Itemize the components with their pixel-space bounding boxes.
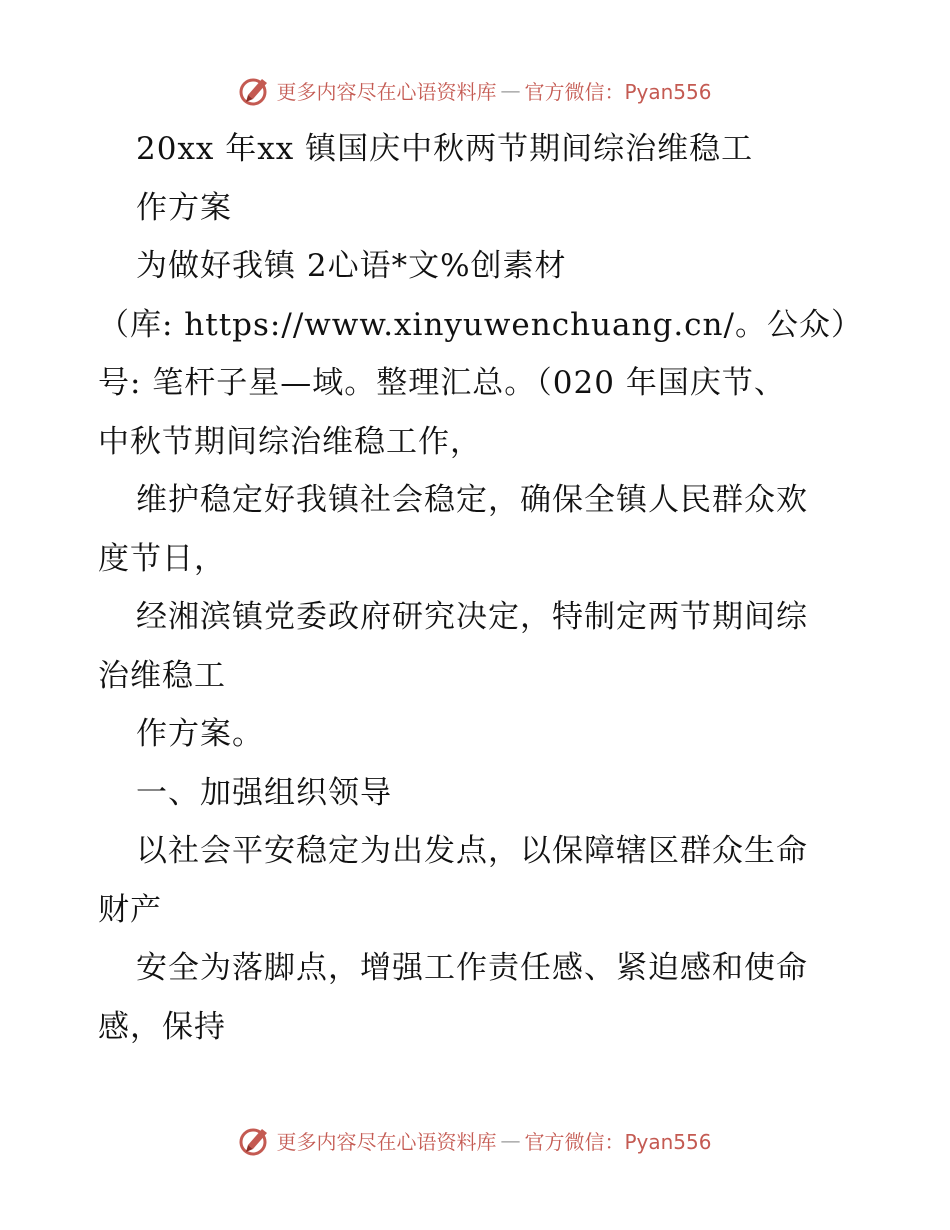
paragraph-line: 维护稳定好我镇社会稳定，确保全镇人民群众欢 [136, 482, 808, 518]
paragraph-line: 财产 [98, 891, 162, 928]
title-line-2: 作方案 [136, 189, 232, 226]
paragraph-line: 作方案。 [136, 716, 264, 752]
watermark-text: 更多内容尽在心语资料库 [276, 1129, 497, 1154]
pen-logo-icon [238, 1123, 272, 1157]
watermark-separator: — [500, 78, 521, 102]
title-line-1: 20xx 年xx 镇国庆中秋两节期间综治维稳工 [136, 131, 754, 167]
paragraph-line: 治维稳工 [98, 657, 226, 694]
paragraph-line: 安全为落脚点，增强工作责任感、紧迫感和使命 [136, 950, 808, 986]
watermark-wechat: 官方微信：Pyan556 [524, 1129, 712, 1154]
paragraph-line: 号: 笔杆子星—域。整理汇总。（020 年国庆节、 [98, 365, 786, 401]
footer-watermark [0, 1120, 950, 1160]
document-body [98, 120, 863, 1056]
paragraph-line: 度节日， [98, 540, 226, 577]
paragraph-line: 经湘滨镇党委政府研究决定，特制定两节期间综 [136, 599, 808, 635]
watermark-wechat: 官方微信：Pyan556 [524, 79, 712, 104]
paragraph-line: 感，保持 [98, 1008, 226, 1045]
header-watermark [0, 70, 950, 110]
paragraph-line: （库: https://www.xinyuwenchuang.cn/。公众） [98, 306, 863, 343]
watermark-separator: — [500, 1128, 521, 1152]
paragraph-line: 中秋节期间综治维稳工作， [98, 423, 482, 460]
paragraph-line: 为做好我镇 2心语*文%创素材 [136, 248, 567, 284]
section-heading: 一、加强组织领导 [136, 774, 392, 811]
paragraph-line: 以社会平安稳定为出发点，以保障辖区群众生命 [136, 833, 808, 869]
pen-logo-icon [238, 73, 272, 107]
watermark-text: 更多内容尽在心语资料库 [276, 79, 497, 104]
